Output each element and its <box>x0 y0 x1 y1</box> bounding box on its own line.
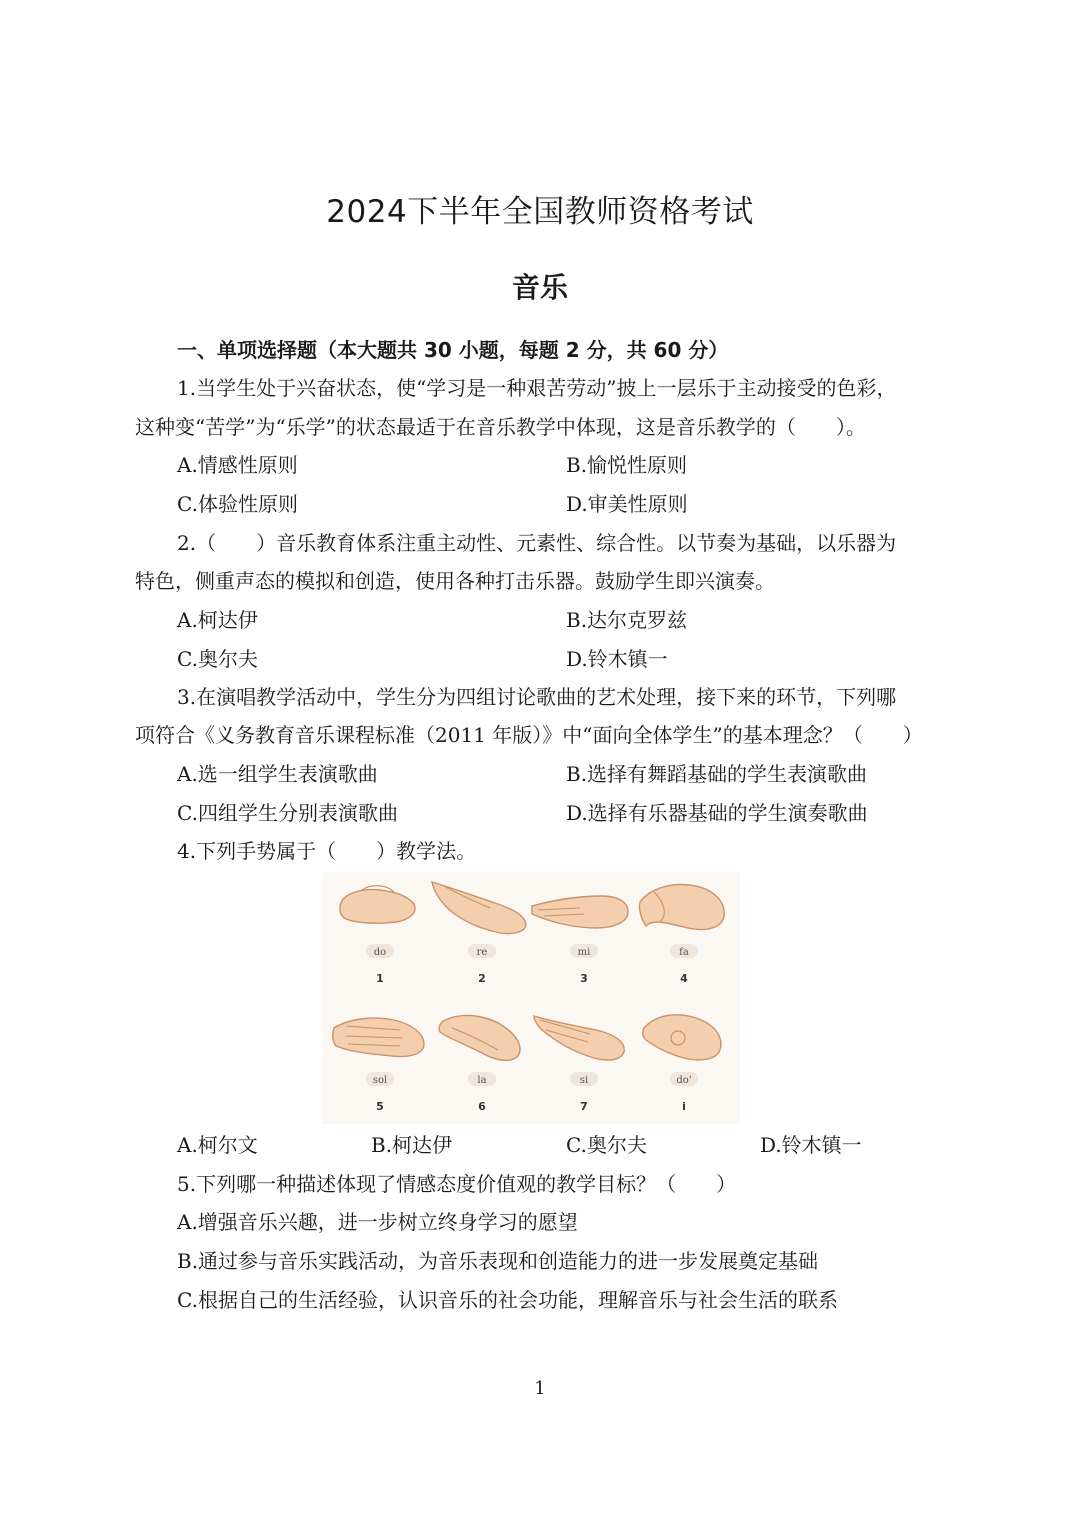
q2-option-c: C.奥尔夫 <box>177 647 258 671</box>
q3-option-c: C.四组学生分别表演歌曲 <box>177 801 398 825</box>
number-7: 7 <box>580 1100 588 1113</box>
q1-stem-line1: 1.当学生处于兴奋状态，使“学习是一种艰苦劳动”披上一层乐于主动接受的色彩， <box>177 376 897 400</box>
q3-stem-line1: 3.在演唱教学活动中，学生分为四组讨论歌曲的艺术处理，接下来的环节，下列哪 <box>177 685 897 709</box>
q4-stem: 4.下列手势属于（ ）教学法。 <box>177 839 477 863</box>
hand-sign-figure <box>322 872 740 1124</box>
subject-title: 音乐 <box>511 271 568 304</box>
number-4: 4 <box>680 972 688 985</box>
q4-option-c: C.奥尔夫 <box>566 1133 647 1157</box>
number-1: 1 <box>376 972 384 985</box>
page-number: 1 <box>534 1378 546 1399</box>
exam-title: 2024下半年全国教师资格考试 <box>326 194 754 230</box>
q2-stem-line2: 特色，侧重声态的模拟和创造，使用各种打击乐器。鼓励学生即兴演奏。 <box>135 569 775 593</box>
q4-option-b: B.柯达伊 <box>371 1133 453 1157</box>
q5-option-b: B.通过参与音乐实践活动，为音乐表现和创造能力的进一步发展奠定基础 <box>177 1249 819 1273</box>
q1-stem-line2: 这种变“苦学”为“乐学”的状态最适于在音乐教学中体现，这是音乐教学的（ ）。 <box>135 415 866 439</box>
syllable-sol: sol <box>372 1075 388 1086</box>
number-3: 3 <box>580 972 588 985</box>
q3-stem-line2: 项符合《义务教育音乐课程标准（2011 年版）》中“面向全体学生”的基本理念？（ ） <box>135 723 923 747</box>
q2-option-b: B.达尔克罗兹 <box>566 608 688 632</box>
syllable-fa: fa <box>679 947 689 958</box>
q1-option-c: C.体验性原则 <box>177 492 298 516</box>
q4-option-a: A.柯尔文 <box>177 1133 258 1157</box>
section-heading: 一、单项选择题（本大题共 30 小题，每题 2 分，共 60 分） <box>177 338 729 362</box>
number-high-1: i <box>682 1100 686 1113</box>
syllable-mi: mi <box>577 947 591 958</box>
syllable-si: si <box>579 1075 589 1086</box>
q2-stem-line1: 2.（ ）音乐教育体系注重主动性、元素性、综合性。以节奏为基础，以乐器为 <box>177 531 897 555</box>
hand-sign-illustration <box>322 872 740 1124</box>
q5-stem: 5.下列哪一种描述体现了情感态度价值观的教学目标？（ ） <box>177 1172 737 1196</box>
syllable-re: re <box>476 947 488 958</box>
q5-option-a: A.增强音乐兴趣，进一步树立终身学习的愿望 <box>177 1210 578 1234</box>
q1-option-a: A.情感性原则 <box>177 453 298 477</box>
syllable-do-high: do' <box>676 1075 692 1086</box>
number-5: 5 <box>376 1100 384 1113</box>
q2-option-a: A.柯达伊 <box>177 608 258 632</box>
q3-option-a: A.选一组学生表演歌曲 <box>177 762 378 786</box>
q3-option-b: B.选择有舞蹈基础的学生表演歌曲 <box>566 762 868 786</box>
number-2: 2 <box>478 972 486 985</box>
q4-option-d: D.铃木镇一 <box>760 1133 862 1157</box>
q1-option-b: B.愉悦性原则 <box>566 453 688 477</box>
q1-option-d: D.审美性原则 <box>566 492 688 516</box>
syllable-do: do <box>373 947 387 958</box>
q2-option-d: D.铃木镇一 <box>566 647 668 671</box>
q3-option-d: D.选择有乐器基础的学生演奏歌曲 <box>566 801 868 825</box>
syllable-la: la <box>477 1075 487 1086</box>
number-6: 6 <box>478 1100 486 1113</box>
q5-option-c: C.根据自己的生活经验，认识音乐的社会功能，理解音乐与社会生活的联系 <box>177 1288 838 1312</box>
